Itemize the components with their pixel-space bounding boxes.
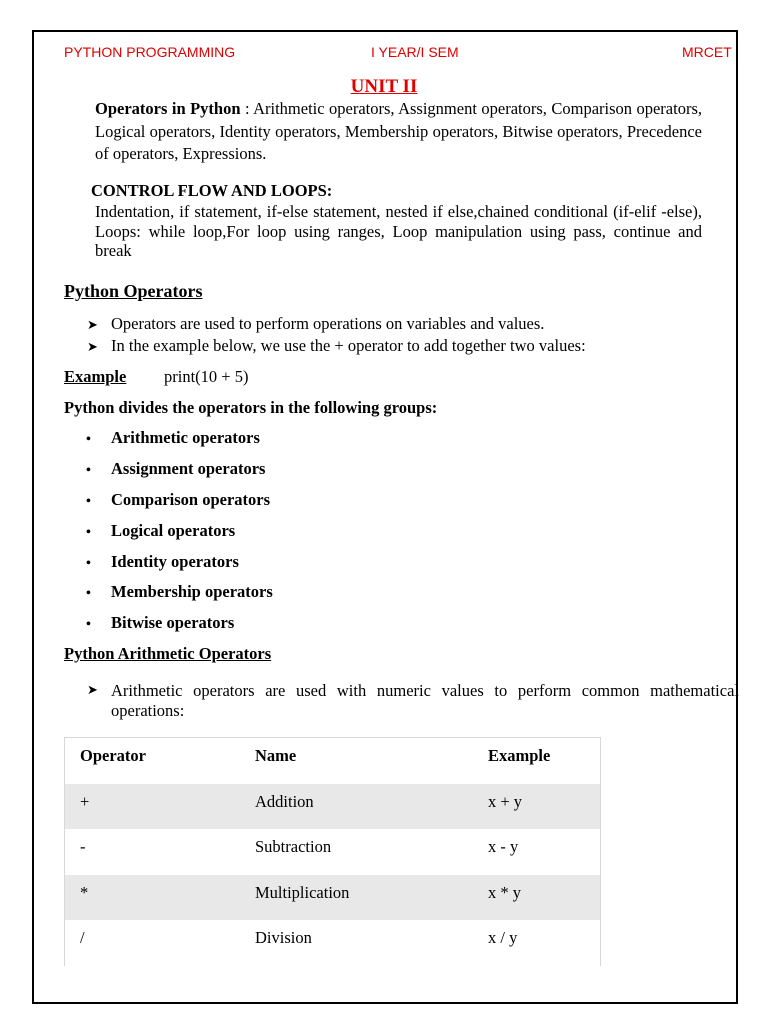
list-item: [87, 336, 586, 356]
table-cell-operator: *: [80, 882, 89, 902]
python-operators-heading: Python Operators: [64, 281, 203, 301]
list-item: [86, 552, 239, 572]
header-semester: I YEAR/I SEM: [371, 44, 459, 60]
list-item: [86, 613, 234, 633]
intro-text: : Arithmetic operators, Assignment operators, Comparison operators, Logical operators, Identity operators, Membership operators, Bitwise operators, Precedence of operators, Expressions.: [95, 99, 702, 163]
table-cell-example: x - y: [488, 837, 519, 856]
arithmetic-operators-heading: Python Arithmetic Operators: [64, 644, 272, 663]
list-item-text: In the example below, we use the + operator to add together two values:: [111, 336, 586, 355]
table-row: [65, 875, 600, 921]
groups-heading: Python divides the operators in the following groups:: [64, 398, 438, 417]
list-item: [87, 314, 544, 334]
table-cell-operator: /: [80, 928, 85, 947]
column-header-name: Name: [255, 746, 297, 765]
bullet-dot-icon: •: [86, 432, 91, 447]
table-cell-name: Division: [255, 928, 312, 947]
arrow-bullet-icon: ➤: [87, 318, 98, 333]
bullet-dot-icon: •: [86, 494, 91, 509]
list-item: [86, 582, 273, 602]
list-item: [86, 521, 235, 541]
intro-bold-label: Operators in Python: [95, 99, 241, 118]
list-item-text: Logical operators: [111, 521, 236, 540]
list-item-text: Bitwise operators: [111, 613, 235, 632]
table-header-row: [65, 738, 600, 784]
table-cell-operator: +: [80, 791, 90, 811]
table-row: [65, 784, 600, 830]
bullet-dot-icon: •: [86, 586, 91, 601]
unit-title-container: [0, 76, 768, 98]
table-cell-example: x / y: [488, 928, 518, 947]
header-institution: MRCET: [682, 44, 732, 60]
bullet-dot-icon: •: [86, 556, 91, 571]
table-cell-name: Addition: [255, 791, 314, 811]
list-item: [87, 681, 739, 721]
column-header-operator: Operator: [80, 746, 146, 765]
list-item-text: Arithmetic operators: [111, 428, 260, 447]
example-row: [64, 367, 249, 387]
list-item-text: Arithmetic operators are used with numeric values to perform common mathematical operations:: [111, 681, 739, 720]
list-item-text: Comparison operators: [111, 490, 271, 509]
table-cell-example: x * y: [488, 882, 521, 902]
table-cell-example: x + y: [488, 791, 523, 811]
column-header-example: Example: [488, 746, 551, 765]
header-course-title: PYTHON PROGRAMMING: [64, 44, 236, 60]
list-item: [86, 428, 260, 448]
unit-title: UNIT II: [350, 76, 418, 97]
list-item: [86, 490, 270, 510]
list-item: [86, 459, 265, 479]
arrow-bullet-icon: ➤: [87, 340, 98, 355]
list-item-text: Operators are used to perform operations on variables and values.: [111, 314, 545, 333]
table-row: [65, 829, 600, 875]
arithmetic-operators-table: [64, 737, 601, 966]
bullet-dot-icon: •: [86, 617, 91, 632]
list-item-text: Assignment operators: [111, 459, 266, 478]
arrow-bullet-icon: ➤: [87, 683, 98, 698]
list-item-text: Identity operators: [111, 552, 239, 571]
table-row: [65, 920, 600, 966]
table-cell-name: Subtraction: [255, 837, 332, 856]
intro-paragraph: [95, 98, 702, 166]
example-code: print(10 + 5): [164, 367, 249, 386]
list-item-text: Membership operators: [111, 582, 273, 601]
control-flow-text: Indentation, if statement, if-else statement, nested if else,chained conditional (if-elif -else), Loops: while loop,For loop using ranges, Loop manipulation using pass, continue and break: [95, 202, 702, 260]
example-label: Example: [64, 367, 127, 386]
bullet-dot-icon: •: [86, 525, 91, 540]
bullet-dot-icon: •: [86, 463, 91, 478]
table-cell-name: Multiplication: [255, 882, 350, 902]
control-flow-heading: CONTROL FLOW AND LOOPS:: [91, 181, 333, 200]
table-cell-operator: -: [80, 837, 86, 856]
